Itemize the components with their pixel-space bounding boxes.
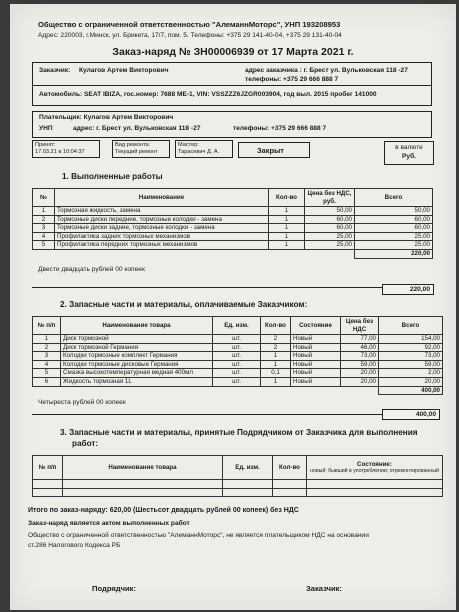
payer-phones: телефоны: +375 29 666 888 7 bbox=[233, 125, 327, 132]
parts-total-row bbox=[33, 386, 443, 395]
table-row bbox=[33, 369, 443, 378]
cell: Тормозные диски передние, тормозные колодки - замена bbox=[55, 215, 269, 224]
cell: Диск тормозной Германия bbox=[61, 343, 213, 352]
cell: 6 bbox=[33, 377, 61, 386]
contractor-parts-title-1: 3. Запасные части и материалы, принятые Подрядчиком от Заказчика для выполнения bbox=[60, 428, 418, 437]
contractor-parts-title-2: работ: bbox=[72, 439, 99, 448]
payer-box bbox=[32, 111, 432, 138]
cell: Новый bbox=[291, 343, 341, 352]
cell: 59,00 bbox=[379, 360, 443, 369]
cell: шт. bbox=[213, 377, 261, 386]
currency-label: в валюте bbox=[395, 144, 423, 151]
cell: 5 bbox=[33, 369, 61, 378]
works-col-price: Цена без НДС, руб. bbox=[305, 189, 355, 207]
parts-col-num: № п/п bbox=[33, 317, 61, 335]
parts-col-state: Состояние bbox=[291, 317, 341, 335]
table-row bbox=[33, 377, 443, 386]
cp-state-label: Состояние: bbox=[357, 460, 392, 468]
cp-col-num: № п/п bbox=[33, 456, 63, 480]
cp-col-name: Наименование товара bbox=[63, 456, 223, 480]
cell: 2,00 bbox=[379, 369, 443, 378]
cell: 73,00 bbox=[341, 352, 379, 361]
cell: Смазка высокотемпературная медная 400мл bbox=[61, 369, 213, 378]
cell: шт. bbox=[213, 352, 261, 361]
repair-type-cell bbox=[112, 140, 170, 158]
cell: 1 bbox=[261, 377, 291, 386]
table-row bbox=[33, 352, 443, 361]
payer-name: Плательщик: Кулагов Артем Викторович bbox=[39, 114, 174, 121]
works-total: 220,00 bbox=[355, 249, 433, 258]
cell: 25,00 bbox=[355, 232, 433, 241]
cell: 2 bbox=[261, 335, 291, 344]
table-row bbox=[33, 335, 443, 344]
cell: шт. bbox=[213, 360, 261, 369]
parts-col-name: Наименование товара bbox=[61, 317, 213, 335]
cell: Тормозная жидкость, замена bbox=[55, 207, 269, 216]
cell: Новый bbox=[291, 360, 341, 369]
works-total-row bbox=[33, 249, 433, 258]
cell: 2 bbox=[33, 215, 55, 224]
parts-total: 400,00 bbox=[379, 386, 443, 395]
parts-col-unit: Ед. изм. bbox=[213, 317, 261, 335]
cell: 1 bbox=[269, 215, 305, 224]
customer-box bbox=[32, 62, 432, 106]
parts-table bbox=[32, 316, 443, 395]
master-label: Мастер: bbox=[178, 142, 199, 148]
table-row bbox=[33, 480, 443, 489]
vat-note-1: Общество с ограниченной ответственностью "АлеманнМоторс", не является плательщиком НДС на основании bbox=[28, 532, 369, 539]
accepted-label: Принят: bbox=[35, 142, 56, 148]
table-row bbox=[33, 343, 443, 352]
cell: 20,00 bbox=[341, 377, 379, 386]
cell: 59,00 bbox=[341, 360, 379, 369]
table-row bbox=[33, 241, 433, 250]
cell: Диск тормозной bbox=[61, 335, 213, 344]
status-badge: Закрыт bbox=[238, 142, 310, 158]
grand-total: Итого по заказ-наряду: 620,00 (Шестьсот двадцать рублей 00 копеек) без НДС bbox=[28, 507, 299, 514]
cell: 154,00 bbox=[379, 335, 443, 344]
cell: 0,1 bbox=[261, 369, 291, 378]
cell: Тормозные диски задние, тормозные колодки - замена bbox=[55, 224, 269, 233]
customer-phones: телефоны: +375 29 666 888 7 bbox=[245, 76, 339, 83]
cell: 1 bbox=[269, 207, 305, 216]
cell: Новый bbox=[291, 377, 341, 386]
cp-col-qty: Кол-во bbox=[273, 456, 307, 480]
works-table bbox=[32, 188, 433, 259]
table-row bbox=[33, 488, 443, 497]
works-col-qty: Кол-во bbox=[269, 189, 305, 207]
contractor-signature-label: Подрядчик: bbox=[92, 584, 137, 593]
cell: 60,00 bbox=[305, 224, 355, 233]
cell: 73,00 bbox=[379, 352, 443, 361]
org-address: Адрес: 220003, г.Минск, ул. Брикета, 17/7, пом. 5. Телефоны: +375 29 141-40-04, +375 29 131-40-04 bbox=[38, 32, 342, 39]
cell: Новый bbox=[291, 352, 341, 361]
cell: Новый bbox=[291, 335, 341, 344]
cell: 3 bbox=[33, 224, 55, 233]
cell: шт. bbox=[213, 335, 261, 344]
customer-address-label: адрес заказчика : bbox=[245, 67, 304, 74]
document-title: Заказ-наряд № ЗН00006939 от 17 Марта 2021 г. bbox=[112, 46, 354, 58]
parts-title: 2. Запасные части и материалы, оплачиваемые Заказчиком: bbox=[60, 300, 308, 309]
cell: Профилактика передних тормозных механизмов bbox=[55, 241, 269, 250]
cell: 60,00 bbox=[305, 215, 355, 224]
divider bbox=[32, 414, 440, 415]
customer-signature-label: Заказчик: bbox=[306, 584, 342, 593]
cell: 50,00 bbox=[355, 207, 433, 216]
accepted-cell bbox=[32, 140, 100, 158]
cell: 2 bbox=[33, 343, 61, 352]
vehicle-info: Автомобиль: SEAT IBIZA, гос.номер: 7688 ME-1, VIN: VSSZZZ6JZGR003904, год выл. 2015 пробег 141000 bbox=[39, 91, 377, 98]
org-name: Общество с ограниченной ответственностью "АлеманнМоторс", УНП 193208953 bbox=[38, 20, 341, 29]
work-order-sheet bbox=[10, 4, 456, 610]
cell: Профилактика задних тормозных механизмов bbox=[55, 232, 269, 241]
repair-type-label: Вид ремонта: bbox=[115, 142, 151, 148]
works-col-total: Всего bbox=[355, 189, 433, 207]
cell: 25,00 bbox=[305, 241, 355, 250]
contractor-parts-table bbox=[32, 455, 443, 497]
works-col-name: Наименование bbox=[55, 189, 269, 207]
cell: 1 bbox=[33, 335, 61, 344]
master-cell bbox=[175, 140, 233, 158]
cp-col-unit: Ед. изм. bbox=[223, 456, 273, 480]
cell: 25,00 bbox=[305, 232, 355, 241]
master-value: Тарасевич Д. А. bbox=[178, 149, 220, 155]
cell: 50,00 bbox=[305, 207, 355, 216]
cell: Жидкость тормозная 1L bbox=[61, 377, 213, 386]
works-total-words: Двести двадцать рублей 00 копеек bbox=[38, 266, 145, 273]
cell: 46,00 bbox=[341, 343, 379, 352]
act-note: Заказ-наряд является актом выполненных работ bbox=[28, 520, 190, 527]
vat-note-2: ст.286 Налогового Кодекса РБ bbox=[28, 542, 121, 549]
parts-col-total: Всего bbox=[379, 317, 443, 335]
cell: 5 bbox=[33, 241, 55, 250]
table-row bbox=[33, 360, 443, 369]
cell: 1 bbox=[261, 352, 291, 361]
cell: 77,00 bbox=[341, 335, 379, 344]
cell: 1 bbox=[269, 224, 305, 233]
cp-state-note: новый; бывший в употреблении; отремонтированный bbox=[310, 467, 439, 474]
cell: 60,00 bbox=[355, 224, 433, 233]
works-title: 1. Выполненные работы bbox=[62, 172, 163, 181]
cell: 2 bbox=[261, 343, 291, 352]
table-row bbox=[33, 215, 433, 224]
cell: шт. bbox=[213, 369, 261, 378]
parts-total-words: Четыреста рублей 00 копеек bbox=[38, 399, 126, 406]
cell: 4 bbox=[33, 360, 61, 369]
cell: Колодки тормозные дисковые Германия bbox=[61, 360, 213, 369]
accepted-value: 17.03.21 в 10:04:37 bbox=[35, 149, 85, 155]
cell: 20,00 bbox=[379, 377, 443, 386]
cell: 1 bbox=[269, 241, 305, 250]
cell: 1 bbox=[261, 360, 291, 369]
parts-total-box: 400,00 bbox=[382, 409, 440, 420]
cell: Колодки тормозные комплект Германия bbox=[61, 352, 213, 361]
cell: 4 bbox=[33, 232, 55, 241]
cell: Новый bbox=[291, 369, 341, 378]
cp-col-state bbox=[307, 456, 443, 480]
customer-address: г. Брест ул. Вульковская 118 -27 bbox=[303, 67, 408, 74]
customer-name: Кулагов Артем Викторович bbox=[79, 67, 169, 74]
works-total-box: 220,00 bbox=[382, 284, 434, 295]
payer-unp: УНП bbox=[39, 125, 53, 132]
cell: 92,00 bbox=[379, 343, 443, 352]
currency-cell bbox=[384, 141, 434, 165]
currency-value: Руб. bbox=[402, 153, 416, 160]
repair-type-value: Текущий ремонт bbox=[115, 149, 158, 155]
divider bbox=[33, 85, 431, 86]
cell: 60,00 bbox=[355, 215, 433, 224]
table-row bbox=[33, 232, 433, 241]
cell: 1 bbox=[33, 207, 55, 216]
cell: 20,00 bbox=[341, 369, 379, 378]
divider bbox=[32, 287, 432, 288]
works-col-num: № bbox=[33, 189, 55, 207]
parts-col-price: Цена без НДС bbox=[341, 317, 379, 335]
parts-col-qty: Кол-во bbox=[261, 317, 291, 335]
payer-address: адрес: г. Брест ул. Вульковская 118 -27 bbox=[73, 125, 201, 132]
cell: 3 bbox=[33, 352, 61, 361]
cell: шт. bbox=[213, 343, 261, 352]
table-row bbox=[33, 224, 433, 233]
table-row bbox=[33, 207, 433, 216]
cell: 25,00 bbox=[355, 241, 433, 250]
customer-label: Заказчик: bbox=[39, 67, 71, 74]
cell: 1 bbox=[269, 232, 305, 241]
